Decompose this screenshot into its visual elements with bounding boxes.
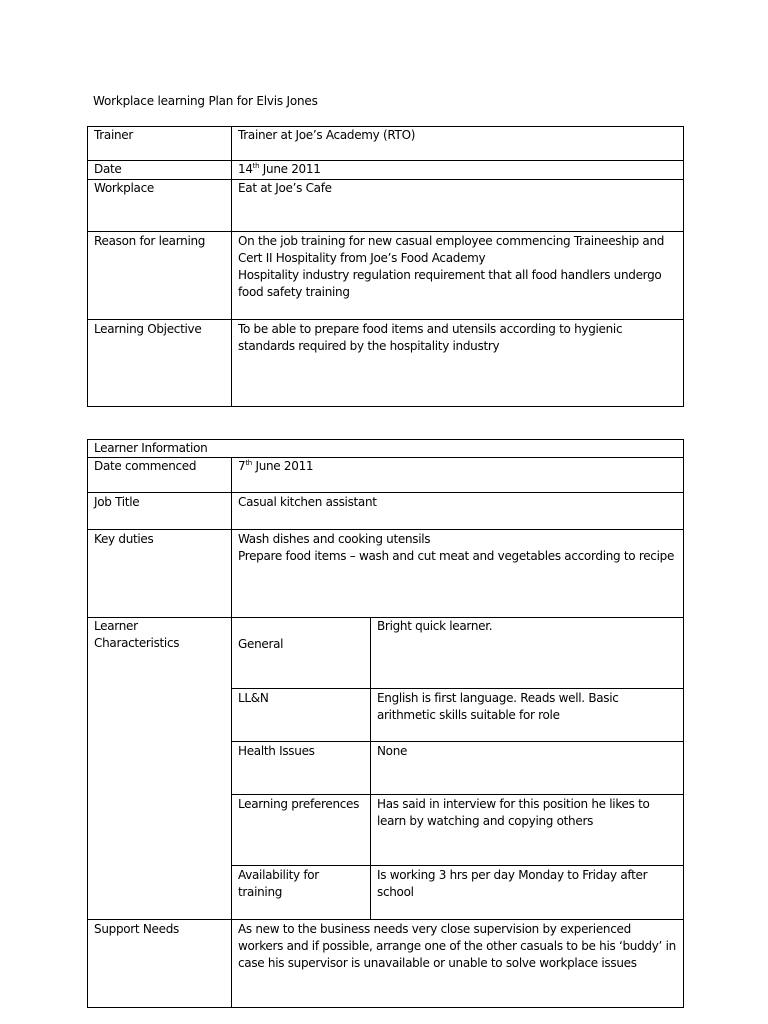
characteristic-value: Bright quick learner. (371, 618, 684, 689)
support-needs-value: As new to the business needs very close supervision by experienced workers and if possible, arrange one of the other casuals to be his ‘buddy’ in case his supervisor is unavailable or unable to solve workplace issues (232, 920, 684, 1008)
date-value (232, 161, 684, 180)
characteristic-label: LL&N (232, 689, 371, 742)
table-row (88, 180, 684, 232)
characteristic-value: English is first language. Reads well. Basic arithmetic skills suitable for role (371, 689, 684, 742)
date-commenced-value (232, 458, 684, 493)
table-row (88, 127, 684, 161)
characteristic-label: General (232, 618, 371, 689)
date-suffix: th (252, 162, 260, 170)
characteristic-label: Learning preferences (232, 795, 371, 866)
table-row (88, 530, 684, 618)
table-row (88, 920, 684, 1008)
date-rest: June 2011 (259, 162, 321, 176)
key-duties-value: Wash dishes and cooking utensils Prepare food items – wash and cut meat and vegetables according to recipe (232, 530, 684, 618)
characteristic-value: None (371, 742, 684, 795)
characteristic-value: Is working 3 hrs per day Monday to Friday after school (371, 866, 684, 920)
table-row (88, 618, 684, 689)
table-row (88, 458, 684, 493)
date-commenced-label: Date commenced (88, 458, 232, 493)
date-commenced-rest: June 2011 (251, 459, 314, 473)
table-row (88, 493, 684, 530)
trainer-value: Trainer at Joe’s Academy (RTO) (232, 127, 684, 161)
job-title-value: Casual kitchen assistant (232, 493, 684, 530)
table-row (88, 320, 684, 407)
objective-label: Learning Objective (88, 320, 232, 407)
table-row (88, 440, 684, 458)
characteristic-label: Health Issues (232, 742, 371, 795)
objective-value: To be able to prepare food items and utensils according to hygienic standards required by the hospitality industry (232, 320, 684, 407)
date-day: 14 (238, 162, 253, 176)
support-needs-label: Support Needs (88, 920, 232, 1008)
characteristic-label: Availability for training (232, 866, 371, 920)
table-row (88, 161, 684, 180)
workplace-label: Workplace (88, 180, 232, 232)
trainer-label: Trainer (88, 127, 232, 161)
characteristic-value: Has said in interview for this position he likes to learn by watching and copying others (371, 795, 684, 866)
date-label: Date (88, 161, 232, 180)
document-title: Workplace learning Plan for Elvis Jones (93, 94, 318, 108)
job-title-label: Job Title (88, 493, 232, 530)
reason-value: On the job training for new casual employee commencing Traineeship and Cert II Hospitality from Joe’s Food Academy Hospitality industry regulation requirement that all food handlers undergo food safety training (232, 232, 684, 320)
learner-table (87, 439, 684, 1008)
key-duties-label: Key duties (88, 530, 232, 618)
date-commenced-day: 7 (238, 459, 246, 473)
characteristics-label: Learner Characteristics (88, 618, 232, 920)
table-row (88, 232, 684, 320)
plan-table (87, 126, 684, 407)
reason-label: Reason for learning (88, 232, 232, 320)
date-commenced-suffix: th (245, 459, 252, 467)
workplace-value: Eat at Joe’s Cafe (232, 180, 684, 232)
learner-info-header: Learner Information (88, 440, 684, 458)
